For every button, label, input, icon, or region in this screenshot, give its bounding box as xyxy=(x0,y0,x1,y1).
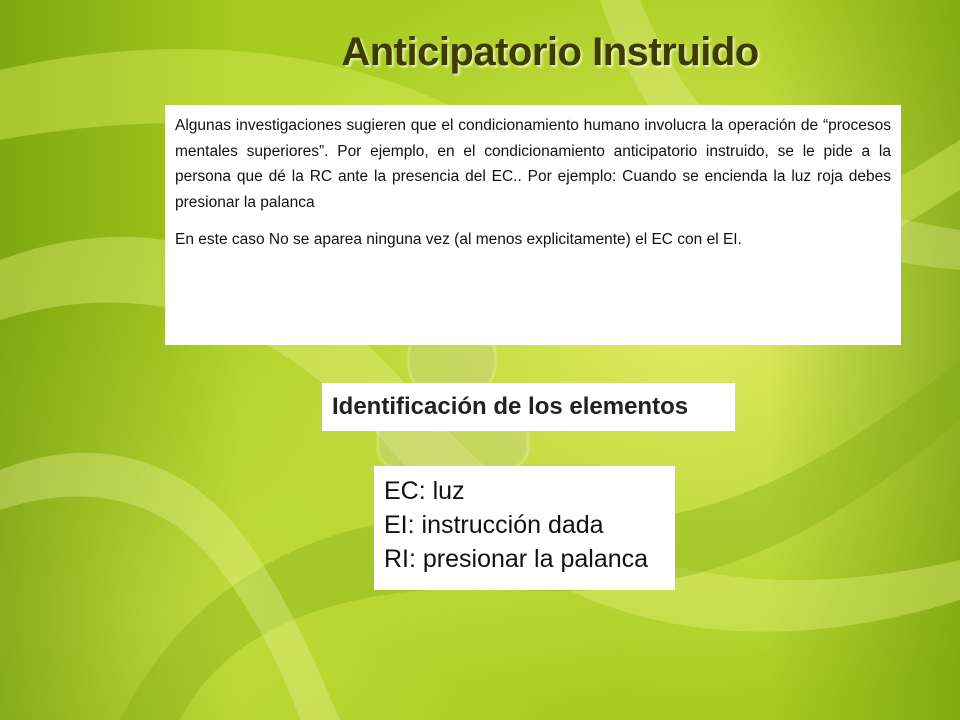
element-ri: RI: presionar la palanca xyxy=(384,545,649,573)
identification-heading: Identificación de los elementos xyxy=(322,383,735,431)
explanation-paragraph-2: En este caso No se aparea ninguna vez (al menos explicitamente) el EC con el EI. xyxy=(175,231,742,248)
explanation-paragraph-1: Algunas investigaciones sugieren que el condicionamiento humano involucra la operación de “procesos mentales superiores”. Por ejemplo, en el condicionamiento anticipatorio instruido, se le pide a la persona que dé la RC ante la presencia del EC.. Por ejemplo: Cuando se encienda la luz roja debes presionar la palanca xyxy=(175,117,891,211)
explanation-text-box xyxy=(165,105,901,345)
elements-list xyxy=(374,466,675,590)
element-ei: EI: instrucción dada xyxy=(384,511,604,539)
slide-title: Anticipatorio Instruido xyxy=(341,30,759,74)
element-ec: EC: luz xyxy=(384,477,465,505)
